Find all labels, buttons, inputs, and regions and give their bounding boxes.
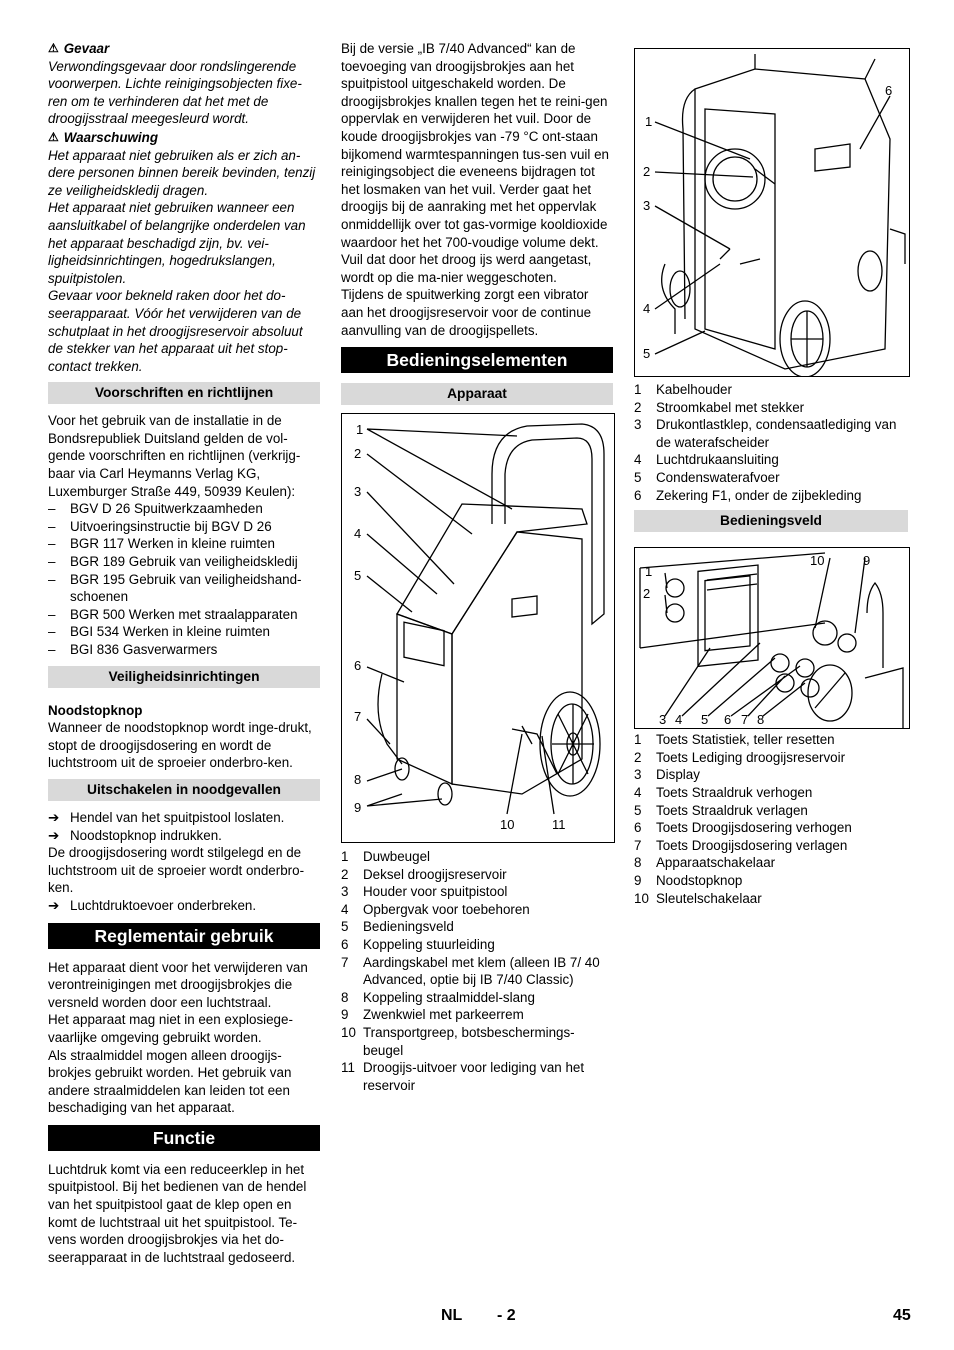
warning-text-1: Het apparaat niet gebruiken als er zich an-dere personen binnen bereik bevinden, tenzij ze veiligheidskledij dragen. xyxy=(48,147,316,198)
warning-triangle-icon: ⚠ xyxy=(48,129,59,144)
list-item: – BGR 195 Gebruik van veiligheidshand-schoenen xyxy=(48,571,320,606)
figure-label: 6 xyxy=(885,83,893,98)
step-item: ➔ Noodstopknop indrukken. xyxy=(48,827,222,843)
estop-text: Wanneer de noodstopknop wordt inge-drukt, stopt de droogijsdosering en wordt de luchtstroom uit de sproeier onderbro-ken. xyxy=(48,720,312,771)
list-item: – BGV D 26 Spuitwerkzaamheden xyxy=(48,500,320,518)
list-item: 4 Opbergvak voor toebehoren xyxy=(341,901,530,917)
section-heading: Uitschakelen in noodgevallen xyxy=(48,779,320,801)
figure-label: 5 xyxy=(643,346,651,361)
list-item: 7 Toets Droogijsdosering verlagen xyxy=(634,837,848,853)
list-item: 5 Bedieningsveld xyxy=(341,919,454,935)
list-item: 9 Zwenkwiel met parkeerrem xyxy=(341,1007,524,1023)
list-item: 2 Toets Lediging droogijsreservoir xyxy=(634,749,846,765)
intended-text-1: Het apparaat dient voor het verwijderen van verontreinigingen met droogijsbrokjes die versneld worden door een luchtstraal. xyxy=(48,959,308,1010)
warning-heading: ⚠ Waarschuwing xyxy=(48,129,159,145)
figure-label: 1 xyxy=(356,422,364,438)
panel-label: 8 xyxy=(757,712,765,728)
list-item: 1 Duwbeugel xyxy=(341,849,430,865)
figure-label: 9 xyxy=(354,800,362,816)
device-illustration xyxy=(342,414,614,842)
list-item: 1 Kabelhouder xyxy=(634,382,732,397)
list-item: 1 Toets Statistiek, teller resetten xyxy=(634,732,835,748)
figure-label: 10 xyxy=(500,817,515,833)
vibrator-text: Tijdens de spuitwerking zorgt een vibrator aan het droogijsreservoir voor de continue aanvulling van de droogijspellets. xyxy=(341,287,592,338)
list-item: – BGI 836 Gasverwarmers xyxy=(48,641,320,659)
regs-text: Voor het gebruik van de installatie in de Bondsrepubliek Duitsland gelden de vol-gende voorschriften en richtlijnen (verkrijg-baar via Carl Heymanns Verlag KG, Luxemburger Straße 449, 50939 Keulen): xyxy=(48,413,301,499)
step-item: ➔ Hendel van het spuitpistool loslaten. xyxy=(48,809,285,825)
danger-text: Verwondingsgevaar door rondslingerende voorwerpen. Lichte reinigingsobjecten fixe-ren om te verhinderen dat het met de droogijsstraal meegesleurd wordt. xyxy=(48,58,302,127)
list-item: 7 Aardingskabel met klem (alleen IB 7/ 40 Advanced, optie bij IB 7/40 Classic) xyxy=(341,954,600,988)
footer-section: - 2 xyxy=(497,1307,516,1324)
list-item: 4 Luchtdrukaansluiting xyxy=(634,452,779,468)
list-item: 2 Stroomkabel met stekker xyxy=(634,399,805,415)
list-item: 10 Sleutelschakelaar xyxy=(634,890,762,906)
chapter-heading: Functie xyxy=(48,1125,320,1151)
arrow-right-icon: ➔ xyxy=(48,827,60,843)
list-item: 5 Condenswaterafvoer xyxy=(634,469,780,485)
list-item: 4 Toets Straaldruk verhogen xyxy=(634,784,813,800)
list-item: 3 Houder voor spuitpistool xyxy=(341,884,508,900)
figure-label: 1 xyxy=(645,114,653,129)
figure-label: 8 xyxy=(354,772,362,788)
rear-parts-list xyxy=(634,381,908,504)
warning-text-2: Het apparaat niet gebruiken wanneer een aansluitkabel of belangrijke onderdelen van het apparaat beschadigd zijn, bv. vei-ligheidsinrichtingen, hogedrukslangen, spuitpistolen. xyxy=(48,200,306,286)
intended-text-2: Het apparaat mag niet in een explosiege-vaarlijke omgeving gebruikt worden. xyxy=(48,1012,293,1045)
figure-label: 7 xyxy=(354,709,362,725)
arrow-right-icon: ➔ xyxy=(48,897,60,913)
chapter-heading: Reglementair gebruik xyxy=(48,923,320,949)
panel-label: 6 xyxy=(724,712,732,728)
rear-figure xyxy=(634,48,910,377)
column-1 xyxy=(48,40,320,1266)
advanced-text: Bij de versie „IB 7/40 Advanced“ kan de toevoeging van droogijsbrokjes aan het spuitpistool uitgeschakeld worden. De droogijsbrokjes knallen tegen het te reini-gen oppervlak en verwijderen het vuil. Door de koude droogijsbrokjes van -79 °C ont-staan bijkomend warmtespanningen tus-sen vuil en reinigingsobject die eveneens bijdragen tot het losmaken van het vuil. Verder gaat het droogijs bij de aanraking met het oppervlak onmiddellijk over tot gas-vormige kooldioxide waardoor het het 700-voudige volume dekt. Vuil dat door het droog ijs werd aangetast, wordt op die ma-nier weggeschoten. xyxy=(341,41,609,285)
section-heading: Voorschriften en richtlijnen xyxy=(48,382,320,404)
figure-label: 2 xyxy=(643,164,651,179)
device-parts-list xyxy=(341,848,613,1094)
list-item: – Uitvoeringsinstructie bij BGV D 26 xyxy=(48,518,320,536)
figure-label: 2 xyxy=(354,446,362,462)
list-item: 10 Transportgreep, botsbeschermings-beugel xyxy=(341,1025,575,1058)
page-number: 45 xyxy=(893,1307,911,1324)
figure-label: 3 xyxy=(354,484,362,500)
danger-heading: ⚠ Gevaar xyxy=(48,41,110,56)
intended-text-3: Als straalmiddel mogen alleen droogijs-brokjes gebruikt worden. Het gebruik van andere straalmiddelen kan leiden tot een beschadiging van het apparaat. xyxy=(48,1047,292,1116)
figure-label: 11 xyxy=(552,817,566,833)
figure-label: 3 xyxy=(643,198,651,213)
figure-label: 4 xyxy=(643,301,651,316)
list-item: 2 Deksel droogijsreservoir xyxy=(341,866,507,882)
panel-label: 10 xyxy=(810,553,825,569)
section-heading: Apparaat xyxy=(341,383,613,405)
list-item: – BGR 117 Werken in kleine ruimten xyxy=(48,535,320,553)
control-panel-illustration xyxy=(635,548,909,728)
panel-label: 4 xyxy=(675,712,683,728)
shutdown-text: De droogijsdosering wordt stilgelegd en de luchtstroom uit de sproeier wordt onderbro-ken. xyxy=(48,845,305,896)
panel-parts-list xyxy=(634,731,908,907)
list-item: 3 Drukontlastklep, condensaatlediging van de waterafscheider xyxy=(634,417,897,450)
function-text: Luchtdruk komt via een reduceerklep in het spuitpistool. Bij het bedienen van de hendel van het spuitpistool gaat de klep open en komt de luchtstraal uit het spuitpistool. Te-vens worden droogijsbrokjes via het do-seerapparaat in de luchtstraal gedoseerd. xyxy=(48,1161,307,1265)
panel-label: 7 xyxy=(741,712,749,728)
column-3 xyxy=(634,48,908,907)
figure-label: 6 xyxy=(354,658,362,674)
panel-label: 1 xyxy=(645,564,653,580)
panel-label: 5 xyxy=(701,712,709,728)
step-item: ➔ Luchtdruktoevoer onderbreken. xyxy=(48,897,257,913)
list-item: 3 Display xyxy=(634,767,700,783)
list-item: 11 Droogijs-uitvoer voor lediging van het reservoir xyxy=(341,1060,585,1093)
list-item: – BGR 189 Gebruik van veiligheidskledij xyxy=(48,553,320,571)
arrow-right-icon: ➔ xyxy=(48,809,60,825)
list-item: 8 Koppeling straalmiddel-slang xyxy=(341,989,535,1005)
list-item: – BGI 534 Werken in kleine ruimten xyxy=(48,623,320,641)
panel-figure xyxy=(634,547,910,729)
section-heading: Veiligheidsinrichtingen xyxy=(48,666,320,688)
panel-label: 3 xyxy=(659,712,667,728)
panel-label: 9 xyxy=(863,553,871,569)
warning-text-3: Gevaar voor bekneld raken door het do-seerapparaat. Vóór het verwijderen van de schutplaat in het droogijsreservoir absoluut de stekker van het apparaat uit het stop-contact trekken. xyxy=(48,288,303,374)
list-item: 6 Zekering F1, onder de zijbekleding xyxy=(634,487,862,503)
list-item: 9 Noodstopknop xyxy=(634,872,743,888)
column-2 xyxy=(341,40,613,1094)
list-item: 6 Toets Droogijsdosering verhogen xyxy=(634,820,852,836)
rear-illustration xyxy=(635,49,909,376)
figure-label: 5 xyxy=(354,568,362,584)
list-item: 6 Koppeling stuurleiding xyxy=(341,937,495,953)
list-item: – BGR 500 Werken met straalapparaten xyxy=(48,606,320,624)
figure-label: 4 xyxy=(354,526,362,542)
section-heading: Bedieningsveld xyxy=(634,510,908,532)
list-item: 5 Toets Straaldruk verlagen xyxy=(634,802,808,818)
panel-label: 2 xyxy=(643,586,651,602)
device-figure xyxy=(341,413,615,843)
warning-triangle-icon: ⚠ xyxy=(48,41,59,55)
regs-list xyxy=(48,500,320,658)
chapter-heading: Bedieningselementen xyxy=(341,347,613,373)
subheading: Noodstopknop xyxy=(48,702,143,718)
footer-language: NL xyxy=(441,1307,463,1324)
list-item: 8 Apparaatschakelaar xyxy=(634,855,776,871)
